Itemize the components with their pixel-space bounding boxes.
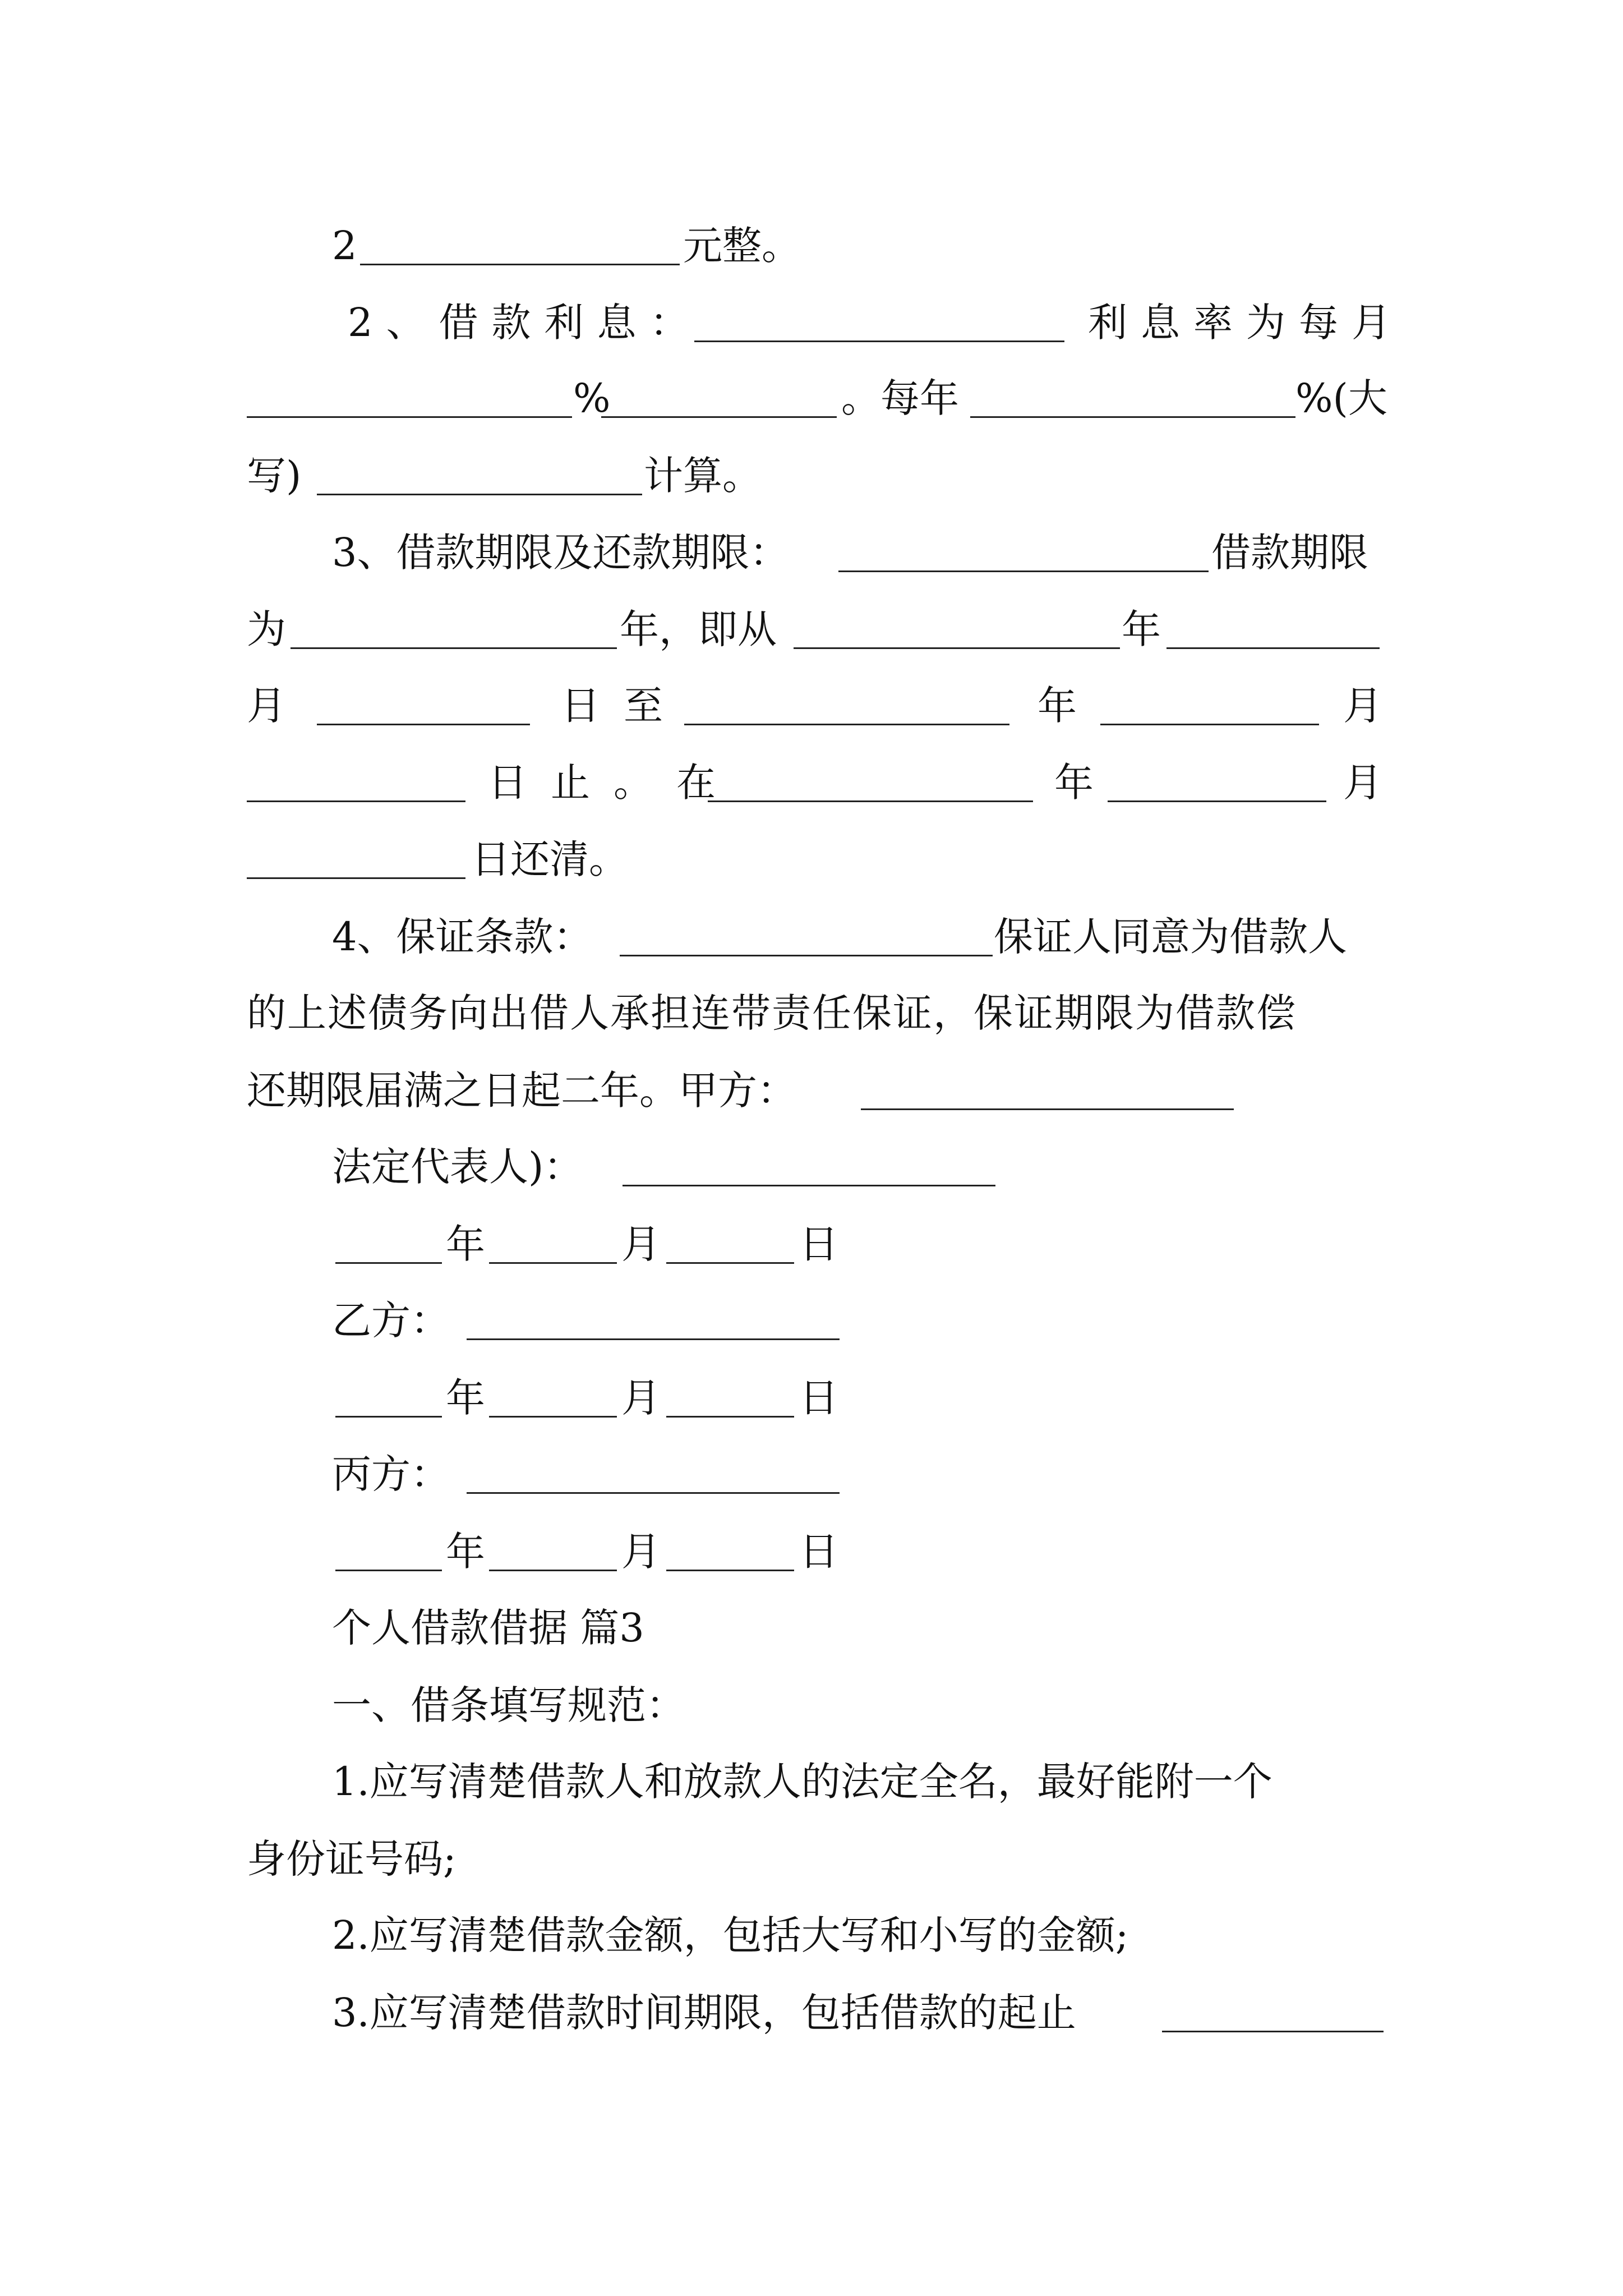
fill-blank[interactable] <box>335 1416 442 1418</box>
fill-blank[interactable] <box>694 341 1064 342</box>
text-line <box>0 1672 1623 1739</box>
text-line <box>0 212 1623 279</box>
text-line <box>0 1518 1623 1585</box>
text-line <box>0 979 1623 1047</box>
text-segment: 年 <box>1054 760 1094 806</box>
fill-blank[interactable] <box>247 877 465 879</box>
text-segment: 日至 <box>561 683 686 729</box>
fill-blank[interactable] <box>666 1416 794 1418</box>
fill-blank[interactable] <box>291 647 617 649</box>
fill-blank[interactable] <box>666 1262 794 1264</box>
text-line <box>0 1441 1623 1508</box>
fill-blank[interactable] <box>794 647 1120 649</box>
text-segment: 计算。 <box>644 453 762 499</box>
text-segment: 个人借款借据 篇3 <box>332 1605 644 1651</box>
fill-blank[interactable] <box>489 1570 617 1571</box>
text-segment: 元整。 <box>683 223 801 269</box>
text-segment: 2 <box>332 223 357 269</box>
text-line <box>0 1364 1623 1432</box>
text-line <box>0 442 1623 509</box>
text-segment: 乙方： <box>332 1297 450 1343</box>
text-segment: 月 <box>621 1529 661 1575</box>
text-segment: 法定代表人)： <box>332 1144 583 1190</box>
text-segment: 写) <box>247 453 302 499</box>
fill-blank[interactable] <box>1100 724 1319 725</box>
text-segment: 保证人同意为借款人 <box>994 914 1347 960</box>
text-segment: 年 <box>446 1221 485 1267</box>
text-segment: 日 <box>799 1375 838 1421</box>
text-segment: %(大 <box>1295 375 1387 421</box>
text-line <box>0 1748 1623 1815</box>
text-segment: 还期限届满之日起二年。甲方： <box>247 1068 796 1114</box>
text-segment: 的上述债务向出借人承担连带责任保证，保证期限为借款偿 <box>247 990 1297 1036</box>
text-line <box>0 289 1623 356</box>
fill-blank[interactable] <box>247 416 572 418</box>
fill-blank[interactable] <box>861 1108 1234 1110</box>
text-line <box>0 1979 1623 2046</box>
text-segment: 月 <box>1343 760 1382 806</box>
text-segment: 丙方： <box>332 1451 450 1497</box>
text-line <box>0 1211 1623 1278</box>
text-line <box>0 1133 1623 1200</box>
text-segment: 年 <box>1122 606 1161 652</box>
fill-blank[interactable] <box>317 494 642 495</box>
fill-blank[interactable] <box>838 570 1209 572</box>
text-segment: 3.应写清楚借款时间期限，包括借款的起止 <box>332 1990 1076 2036</box>
section-heading <box>0 1594 1623 1662</box>
fill-blank[interactable] <box>623 1185 995 1186</box>
text-line <box>0 903 1623 970</box>
text-segment: 2、借款利息： <box>348 300 703 346</box>
fill-blank[interactable] <box>467 1492 840 1494</box>
fill-blank[interactable] <box>247 800 465 802</box>
text-segment: 月 <box>621 1221 661 1267</box>
text-line <box>0 596 1623 663</box>
text-line <box>0 365 1623 432</box>
fill-blank[interactable] <box>970 416 1295 418</box>
text-segment: 身份证号码; <box>247 1836 457 1882</box>
text-line <box>0 749 1623 816</box>
text-line <box>0 1287 1623 1354</box>
text-segment: 。每年 <box>841 375 959 421</box>
text-segment: 月 <box>621 1375 661 1421</box>
text-line <box>0 519 1623 586</box>
text-segment: 年，即从 <box>620 606 777 652</box>
fill-blank[interactable] <box>708 800 1033 802</box>
fill-blank[interactable] <box>489 1262 617 1264</box>
text-segment: 一、借条填写规范： <box>332 1682 685 1728</box>
fill-blank[interactable] <box>317 724 530 725</box>
text-segment: 4、保证条款： <box>332 914 593 960</box>
fill-blank[interactable] <box>666 1570 794 1571</box>
fill-blank[interactable] <box>467 1338 840 1340</box>
text-segment: 日还清。 <box>471 836 628 882</box>
fill-blank[interactable] <box>1108 800 1326 802</box>
text-line <box>0 672 1623 739</box>
text-segment: 3、借款期限及还款期限： <box>332 530 789 576</box>
text-segment: 借款期限 <box>1211 530 1368 576</box>
fill-blank[interactable] <box>620 955 993 956</box>
text-segment: 日 <box>799 1221 838 1267</box>
text-segment: 日 <box>799 1529 838 1575</box>
text-segment: 月 <box>1343 683 1382 729</box>
text-line <box>0 1902 1623 1969</box>
text-segment: 2.应写清楚借款金额，包括大写和小写的金额; <box>332 1912 1129 1958</box>
fill-blank[interactable] <box>360 264 680 265</box>
text-segment: 1.应写清楚借款人和放款人的法定全名，最好能附一个 <box>332 1759 1272 1805</box>
text-line <box>0 826 1623 893</box>
text-segment: 年 <box>446 1375 485 1421</box>
fill-blank[interactable] <box>489 1416 617 1418</box>
fill-blank[interactable] <box>335 1570 442 1571</box>
text-segment: % <box>573 375 611 421</box>
fill-blank[interactable] <box>335 1262 442 1264</box>
text-segment: 年 <box>1038 683 1077 729</box>
text-segment: 利息率为每月 <box>1088 300 1404 346</box>
text-segment: 月 <box>247 683 286 729</box>
fill-blank[interactable] <box>684 724 1009 725</box>
text-segment: 为 <box>247 606 286 652</box>
text-segment: 日止。在 <box>488 760 739 806</box>
fill-blank[interactable] <box>1166 647 1380 649</box>
text-segment: 年 <box>446 1529 485 1575</box>
text-line <box>0 1825 1623 1893</box>
text-line <box>0 1057 1623 1124</box>
fill-blank[interactable] <box>601 416 837 418</box>
fill-blank[interactable] <box>1162 2031 1384 2032</box>
